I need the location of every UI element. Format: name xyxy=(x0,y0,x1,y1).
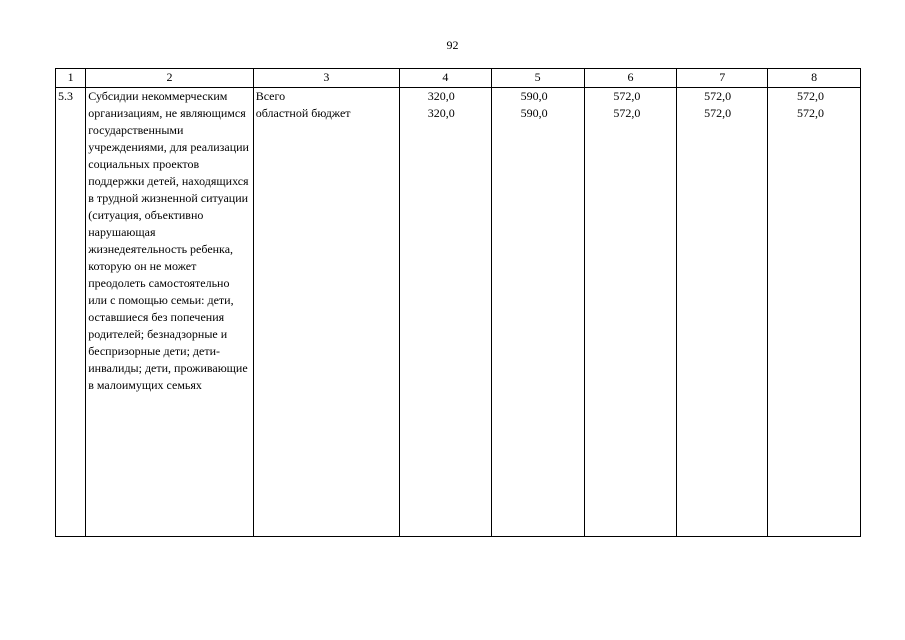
value-cell-5 xyxy=(491,88,584,537)
value-cell-7 xyxy=(677,88,768,537)
funding-source-cell xyxy=(253,88,399,537)
funding-source-regional: областной бюджет xyxy=(255,106,351,120)
value-total: 572,0 xyxy=(704,89,732,103)
measure-name: Субсидии некоммерческим организациям, не являющимся государственными учреждениями, для реализации социальных проектов поддержки детей, находящихся в трудной жизненной ситуации (ситуация, объективно нарушающая жизнедеятельность ребенка, которую он не может преодолеть самостоятельно или с помощью семьи: дети, оставшиеся без попечения родителей; безнадзорные и беспризорные дети; дети-инвалиды; дети, проживающие в малоимущих семьях xyxy=(88,89,249,392)
column-header-3: 3 xyxy=(253,69,399,88)
value-regional: 572,0 xyxy=(613,106,641,120)
value-regional: 590,0 xyxy=(520,106,548,120)
value-total: 320,0 xyxy=(427,89,455,103)
column-header-4: 4 xyxy=(399,69,491,88)
value-regional: 572,0 xyxy=(704,106,732,120)
row-index-cell xyxy=(56,88,86,537)
column-header-6: 6 xyxy=(584,69,677,88)
value-total: 590,0 xyxy=(520,89,548,103)
value-regional: 572,0 xyxy=(797,106,824,120)
value-cell-6 xyxy=(584,88,677,537)
value-cell-4 xyxy=(399,88,491,537)
column-header-1: 1 xyxy=(56,69,86,88)
value-total: 572,0 xyxy=(613,89,641,103)
value-regional: 320,0 xyxy=(427,106,455,120)
table-row xyxy=(56,88,861,537)
value-total: 572,0 xyxy=(797,89,824,103)
funding-source-total: Всего xyxy=(255,89,286,103)
column-header-2: 2 xyxy=(86,69,253,88)
column-header-7: 7 xyxy=(677,69,768,88)
column-header-8: 8 xyxy=(768,69,861,88)
page-number: 92 xyxy=(446,38,459,52)
budget-table xyxy=(55,68,861,537)
value-cell-8 xyxy=(768,88,861,537)
measure-name-cell xyxy=(86,88,253,537)
table-header-row xyxy=(56,69,861,88)
column-header-5: 5 xyxy=(491,69,584,88)
row-index: 5.3 xyxy=(58,89,73,103)
